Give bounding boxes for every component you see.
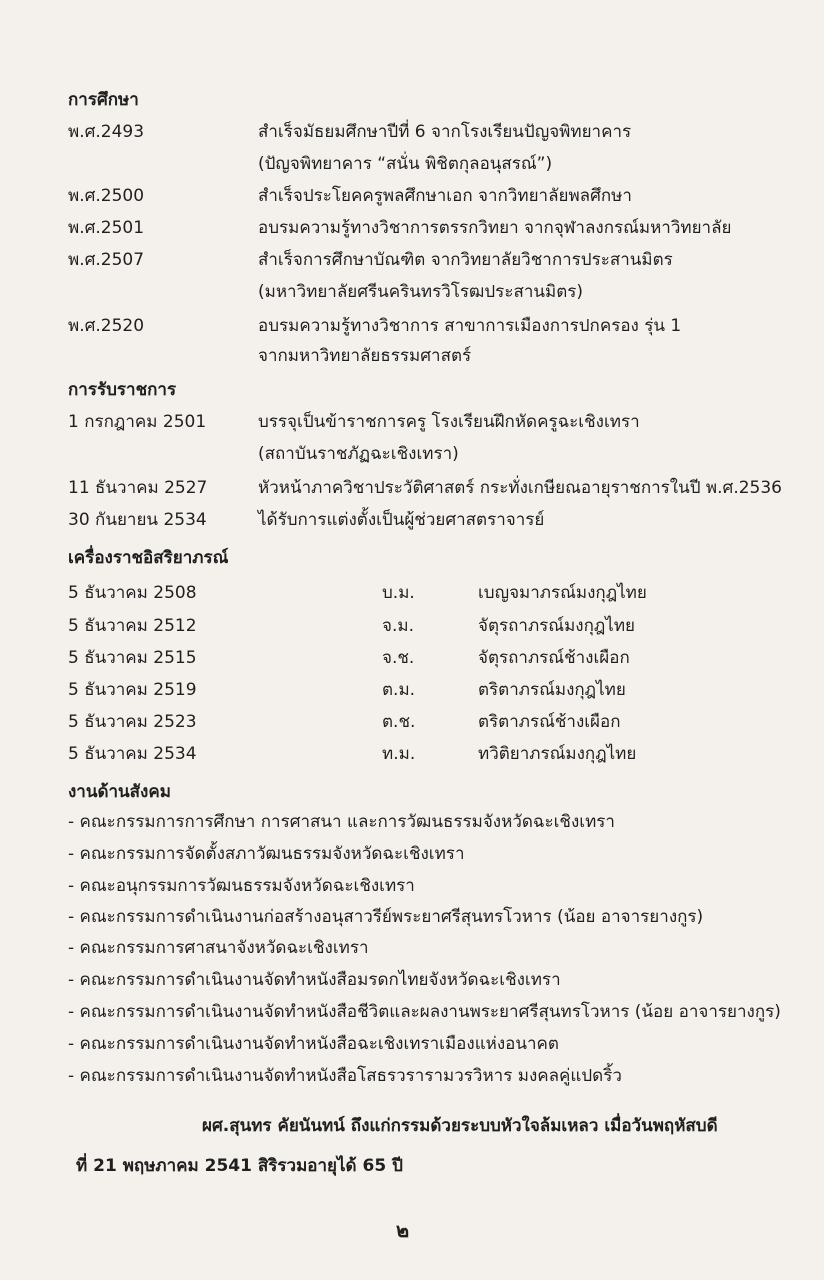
service-desc: บรรจุเป็นข้าราชการครู โรงเรียนฝึกหัดครูฉะเชิงเทรา [258,412,640,432]
social-item: - คณะกรรมการการศึกษา การศาสนา และการวัฒนธรรมจังหวัดฉะเชิงเทรา [68,812,615,832]
social-item: - คณะกรรมการดำเนินงานจัดทำหนังสือชีวิตและผลงานพระยาศรีสุนทรโวหาร (น้อย อาจารยางกูร) [68,1002,781,1022]
education-date: พ.ศ.2500 [68,186,145,206]
service-date: 30 กันยายน 2534 [68,510,207,530]
decoration-abbr: จ.ช. [382,648,415,668]
service-desc: หัวหน้าภาควิชาประวัติศาสตร์ กระทั่งเกษียณอายุราชการในปี พ.ศ.2536 [258,478,782,498]
education-desc: สำเร็จการศึกษาบัณฑิต จากวิทยาลัยวิชาการประสานมิตร [258,250,673,270]
education-desc: (ปัญจพิทยาคาร “สนั่น พิชิตกุลอนุสรณ์”) [258,154,553,174]
service-date: 11 ธันวาคม 2527 [68,478,208,498]
social-item: - คณะกรรมการศาสนาจังหวัดฉะเชิงเทรา [68,938,369,958]
decoration-date: 5 ธันวาคม 2519 [68,680,197,700]
decoration-name: เบญจมาภรณ์มงกุฎไทย [478,583,647,603]
education-desc: อบรมความรู้ทางวิชาการตรรกวิทยา จากจุฬาลงกรณ์มหาวิทยาลัย [258,218,732,238]
service-desc: ได้รับการแต่งตั้งเป็นผู้ช่วยศาสตราจารย์ [258,510,545,530]
decoration-abbr: บ.ม. [382,583,415,603]
education-desc: จากมหาวิทยาลัยธรรมศาสตร์ [258,346,472,366]
decoration-abbr: ต.ม. [382,680,416,700]
decoration-name: ตริตาภรณ์มงกุฎไทย [478,680,626,700]
decorations-heading: เครื่องราชอิสริยาภรณ์ [68,548,229,568]
decoration-date: 5 ธันวาคม 2512 [68,616,197,636]
decoration-name: ตริตาภรณ์ช้างเผือก [478,712,621,732]
closing-line-1: ผศ.สุนทร คัยนันทน์ ถึงแก่กรรมด้วยระบบหัวใจล้มเหลว เมื่อวันพฤหัสบดี [202,1116,718,1136]
decoration-name: จัตุรถาภรณ์มงกุฎไทย [478,616,636,636]
education-date: พ.ศ.2493 [68,122,145,142]
decoration-abbr: จ.ม. [382,616,414,636]
closing-line-2: ที่ 21 พฤษภาคม 2541 สิริรวมอายุได้ 65 ปี [76,1156,403,1176]
decoration-date: 5 ธันวาคม 2515 [68,648,197,668]
education-date: พ.ศ.2520 [68,316,145,336]
service-date: 1 กรกฎาคม 2501 [68,412,207,432]
decoration-date: 5 ธันวาคม 2523 [68,712,197,732]
social-item: - คณะกรรมการจัดตั้งสภาวัฒนธรรมจังหวัดฉะเชิงเทรา [68,844,465,864]
decoration-name: จัตุรถาภรณ์ช้างเผือก [478,648,630,668]
decoration-abbr: ท.ม. [382,744,416,764]
service-desc: (สถาบันราชภัฏฉะเชิงเทรา) [258,444,459,464]
social-item: - คณะอนุกรรมการวัฒนธรรมจังหวัดฉะเชิงเทรา [68,876,415,896]
social-item: - คณะกรรมการดำเนินงานจัดทำหนังสือโสธรวรารามวรวิหาร มงคลคู่แปดริ้ว [68,1066,622,1086]
social-item: - คณะกรรมการดำเนินงานจัดทำหนังสือมรดกไทยจังหวัดฉะเชิงเทรา [68,970,561,990]
social-item: - คณะกรรมการดำเนินงานก่อสร้างอนุสาวรีย์พระยาศรีสุนทรโวหาร (น้อย อาจารยางกูร) [68,907,704,927]
page-number: ๒ [396,1218,410,1242]
social-item: - คณะกรรมการดำเนินงานจัดทำหนังสือฉะเชิงเทราเมืองแห่งอนาคต [68,1034,559,1054]
education-desc: สำเร็จประโยคครูพลศึกษาเอก จากวิทยาลัยพลศึกษา [258,186,632,206]
education-heading: การศึกษา [68,90,139,110]
education-date: พ.ศ.2507 [68,250,145,270]
education-desc: สำเร็จมัธยมศึกษาปีที่ 6 จากโรงเรียนปัญจพิทยาคาร [258,122,632,142]
social-heading: งานด้านสังคม [68,782,171,802]
education-date: พ.ศ.2501 [68,218,145,238]
service-heading: การรับราชการ [68,380,177,400]
decoration-name: ทวิติยาภรณ์มงกุฎไทย [478,744,637,764]
education-desc: (มหาวิทยาลัยศรีนครินทรวิโรฒประสานมิตร) [258,282,584,302]
education-desc: อบรมความรู้ทางวิชาการ สาขาการเมืองการปกครอง รุ่น 1 [258,316,682,336]
decoration-abbr: ต.ช. [382,712,416,732]
decoration-date: 5 ธันวาคม 2508 [68,583,197,603]
decoration-date: 5 ธันวาคม 2534 [68,744,197,764]
